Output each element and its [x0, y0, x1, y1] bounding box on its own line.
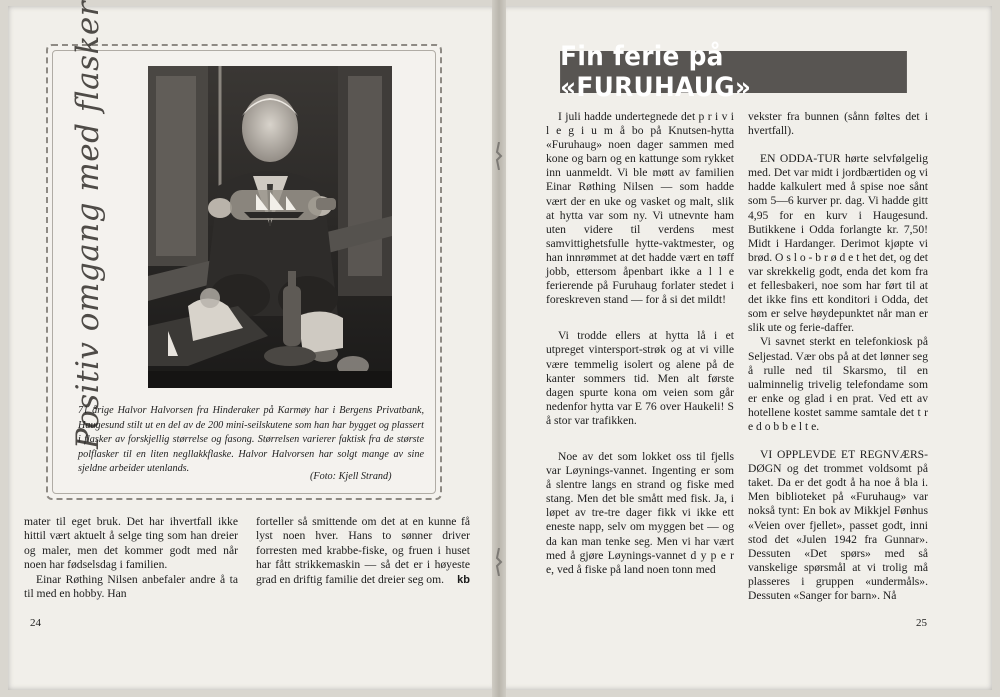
staple-icon: [494, 548, 504, 576]
photo-man-with-ship-in-bottle: [148, 66, 392, 388]
vertical-title: [56, 0, 120, 450]
photo-credit: (Foto: Kjell Strand): [310, 471, 392, 482]
paragraph: Einar Røthing Nilsen anbefaler andre å ta til med en hobby. Han: [24, 572, 238, 601]
paragraph: VI OPPLEVDE ET REGNVÆRS-DØGN og det trommet voldsomt på taket. Da er det godt å ha noe å bla i. Men biblioteket på «Furuhaug» var nokså tynt: En bok av Mikkjel Fønhus «Veien over fjellet», passet godt, inni stod det «Julen 1942 fra Gunnar». Dessuten «Det spørs» med så vanskelige spørsmål at vi trolig må plasseres i gruppen «undermåls». Dessuten «Sanger for barn». Nå: [748, 448, 928, 602]
right-column-1: [546, 110, 734, 577]
page-gutter: [492, 0, 506, 697]
photo-caption: 71 årige Halvor Halvorsen fra Hinderaker på Karmøy har i Bergens Privatbank, Haugesund stilt ut en del av de 200 mini-seilskutene som han har bygget og plassert i flasker av forskjellig størrelse og fasong. Størrelsen varierer faktisk fra de største polflasker til en liten negllakkflaske. Halvor Halvorsen har solgt mange av sine sjeldne arbeider utenlands.: [78, 405, 424, 475]
paragraph: Vi savnet sterkt en telefonkiosk på Seljestad. Vær obs på at det lønner seg å rulle ned til Skarsmo, til en ualminnelig trivelig telefondame som er enke og glad i en prat. Ved ett av hotellene kostet samme samtale det t r e d o b b e l t e.: [748, 335, 928, 433]
photo-illustration: [148, 66, 392, 388]
vertical-title-text: Positiv omgang med flasker: [70, 0, 106, 450]
page-number-right: 25: [916, 617, 927, 629]
left-column-1: [24, 515, 238, 601]
paragraph: mater til eget bruk. Det har ihvertfall ikke hittil vært aktuelt å selge ting som han dreier og maler, men det kommer godt med når noen har fødselsdag i familien.: [24, 515, 238, 572]
author-signature: kb: [457, 574, 470, 587]
page-number-left: 24: [30, 617, 41, 629]
paragraph: EN ODDA-TUR hørte selvfølgelig med. Det var midt i jordbærtiden og vi hadde kalkulert med å spise noe sånt som 5—6 kurver pr. dag. Vi hadde gitt 4,95 for en kurv i Haugesund. Butikkene i Odda forlangte kr. 7,50! Midt i Hardanger. Derimot kjøpte vi brød. O s l o - b r ø d e t het det, og det var skrekkelig godt, enda det kom fra et fellesbakeri, noe som har ført til at det ikke fins ett konditori i Odda, det som er selve høydepunktet når man er slik ute og ferie-daffer.: [748, 152, 928, 335]
article-title: Fin ferie på «FURUHAUG»: [560, 51, 907, 93]
left-column-2: [256, 515, 470, 587]
staple-icon: [494, 142, 504, 170]
paragraph: Vi trodde ellers at hytta lå i et utpreget vintersport-strøk og at vi ville være temmelig isolert og alene på de kanter sommers tid. Men alt første dagen spurte kona om veien som går nedenfor hytta var E 76 over Haukeli! S å stor var trafikken.: [546, 329, 734, 427]
right-column-2: [748, 110, 928, 603]
paragraph: forteller så smittende om det at en kunne få lyst noen hver. Hans to sønner driver forresten med krabbe-fiske, og fruen i huset har fått strikkemaskin — så det er i høyeste grad en driftig familie det dreier seg om.: [256, 515, 470, 586]
paragraph: vekster fra bunnen (sånn føltes det i hvertfall).: [748, 110, 928, 138]
paragraph: Noe av det som lokket oss til fjells var Løynings-vannet. Ingenting er som å slentre langs en strand og fiske med stang. Men det ble smått med fisk. Ja, i løpet av tre-tre dager fikk vi ikke ett eneste napp, selv om myggen bet — og da kan man tenke seg. Men vi har vært med å gjøre Løynings-vannet d y p e r e, ved å fiske på land noen tonn med: [546, 449, 734, 576]
paragraph: I juli hadde undertegnede det p r i v i l e g i u m å bo på Knutsen-hytta «Furuhaug» noen dager sammen med kone og barn og en kattunge som rykket inn uanmeldt. Vi ble møtt av familien Einar Røthing Nilsen — som hadde vært der en uke og vasket og malt, slik at hytta var som ny. Vi utnevnte ham uten videre til verdens mest samvittighetsfulle hytte-vaktmester, og han innrømmet at det hadde vært en tøff jobb, ettersom åpenbart ikke a l l e ferierende på Furuhaug forlater stedet i foreskreven stand — for å si det mildt!: [546, 110, 734, 307]
